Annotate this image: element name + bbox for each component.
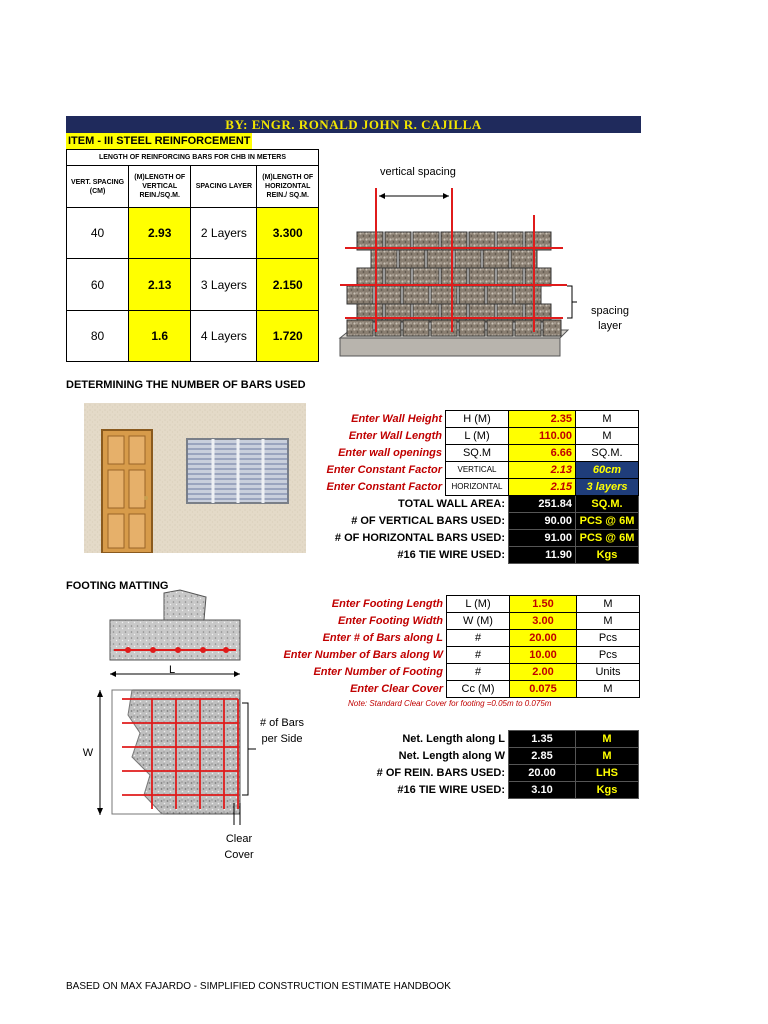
header-cell: VERT. SPACING (CM)	[67, 166, 129, 208]
input-label: Enter Clear Cover	[350, 683, 443, 695]
input-label: Enter wall openings	[338, 447, 442, 459]
table-cell: 40	[67, 208, 129, 259]
vertical-spacing-select[interactable]: 60cm	[576, 462, 639, 479]
output-value: 11.90	[509, 547, 576, 564]
output-unit: PCS @ 6M	[576, 530, 639, 547]
output-value: 2.85	[509, 748, 576, 765]
output-unit: M	[576, 748, 639, 765]
table-cell: 80	[67, 311, 129, 362]
output-label: Net. Length along L	[402, 733, 505, 745]
footing-length-input[interactable]: 1.50	[510, 596, 577, 613]
output-value: 1.35	[509, 731, 576, 748]
length-label: L	[168, 664, 176, 676]
input-code: #	[447, 647, 510, 664]
spacing-layer-label: spacing	[591, 305, 629, 317]
table-cell: 1.720	[257, 311, 319, 362]
header-cell: (M)LENGTH OF VERTICAL REIN./SQ.M.	[129, 166, 191, 208]
table-cell: 3.300	[257, 208, 319, 259]
output-value: 251.84	[509, 496, 576, 513]
wall-openings-illustration	[84, 403, 306, 553]
output-unit: Kgs	[576, 782, 639, 799]
bars-along-w-input[interactable]: 10.00	[510, 647, 577, 664]
header-cell: SPACING LAYER	[191, 166, 257, 208]
horizontal-layers-select[interactable]: 3 layers	[576, 479, 639, 496]
input-unit: M	[577, 681, 640, 698]
table-cell: 2.93	[129, 208, 191, 259]
output-value: 91.00	[509, 530, 576, 547]
table-cell: 3 Layers	[191, 259, 257, 311]
output-unit: SQ.M.	[576, 496, 639, 513]
input-label: Enter Constant Factor	[326, 481, 442, 493]
item-title: ITEM - III STEEL REINFORCEMENT	[68, 135, 251, 147]
input-unit: Units	[577, 664, 640, 681]
input-unit: Pcs	[577, 630, 640, 647]
input-code: L (M)	[447, 596, 510, 613]
number-of-footing-input[interactable]: 2.00	[510, 664, 577, 681]
input-unit: Pcs	[577, 647, 640, 664]
input-unit: M	[576, 411, 639, 428]
input-code: #	[447, 664, 510, 681]
output-label: # OF HORIZONTAL BARS USED:	[334, 532, 505, 544]
input-code: #	[447, 630, 510, 647]
output-value: 3.10	[509, 782, 576, 799]
clear-cover-note: Note: Standard Clear Cover for footing =0.05m to 0.075m	[348, 699, 552, 708]
clear-cover-label: Cover	[224, 849, 254, 861]
table-cell: 60	[67, 259, 129, 311]
output-unit: LHS	[576, 765, 639, 782]
table-cell: 2.150	[257, 259, 319, 311]
table-title: LENGTH OF REINFORCING BARS FOR CHB IN METERS	[67, 150, 319, 166]
input-label: Enter Footing Width	[338, 615, 443, 627]
input-unit: M	[577, 613, 640, 630]
section-title-footing: FOOTING MATTING	[66, 580, 169, 592]
footing-output-table	[360, 730, 639, 799]
output-unit: M	[576, 731, 639, 748]
footing-plan-diagram	[70, 685, 320, 865]
wall-length-input[interactable]: 110.00	[509, 428, 576, 445]
vertical-spacing-label: vertical spacing	[380, 166, 456, 178]
input-unit: SQ.M.	[576, 445, 639, 462]
output-value: 20.00	[509, 765, 576, 782]
output-label: #16 TIE WIRE USED:	[397, 784, 505, 796]
output-label: # OF REIN. BARS USED:	[376, 767, 505, 779]
input-code: L (M)	[446, 428, 509, 445]
output-unit: PCS @ 6M	[576, 513, 639, 530]
input-label: Enter Wall Length	[348, 430, 442, 442]
bars-per-side-label: # of Bars	[259, 717, 305, 729]
input-code: VERTICAL	[446, 462, 509, 479]
footing-width-input[interactable]: 3.00	[510, 613, 577, 630]
footer-credit: BASED ON MAX FAJARDO - SIMPLIFIED CONSTRUCTION ESTIMATE HANDBOOK	[66, 981, 451, 992]
output-label: Net. Length along W	[398, 750, 505, 762]
section-title-bars: DETERMINING THE NUMBER OF BARS USED	[66, 379, 306, 391]
header-cell: (M)LENGTH OF HORIZONTAL REIN./ SQ.M.	[257, 166, 319, 208]
footing-section-diagram	[100, 588, 250, 683]
footing-input-table	[260, 595, 640, 698]
spacing-layer-label: layer	[598, 320, 622, 332]
input-label: Enter # of Bars along L	[322, 632, 443, 644]
width-label: W	[82, 747, 94, 759]
reinforcement-length-table	[66, 149, 319, 362]
horizontal-factor-input[interactable]: 2.15	[509, 479, 576, 496]
bars-calculation-table	[315, 410, 639, 564]
input-unit: M	[577, 596, 640, 613]
output-value: 90.00	[509, 513, 576, 530]
input-code: SQ.M	[446, 445, 509, 462]
clear-cover-input[interactable]: 0.075	[510, 681, 577, 698]
input-label: Enter Footing Length	[331, 598, 443, 610]
input-code: H (M)	[446, 411, 509, 428]
clear-cover-label: Clear	[225, 833, 253, 845]
author-banner: BY: ENGR. RONALD JOHN R. CAJILLA	[66, 116, 641, 133]
input-unit: M	[576, 428, 639, 445]
input-label: Enter Constant Factor	[326, 464, 442, 476]
output-label: TOTAL WALL AREA:	[398, 498, 505, 511]
input-label: Enter Wall Height	[351, 413, 442, 425]
wall-height-input[interactable]: 2.35	[509, 411, 576, 428]
chb-wall-diagram	[335, 160, 645, 365]
output-unit: Kgs	[576, 547, 639, 564]
bars-per-side-label: per Side	[261, 733, 303, 745]
output-label: #16 TIE WIRE USED:	[397, 549, 505, 561]
input-code: Cc (M)	[447, 681, 510, 698]
wall-openings-input[interactable]: 6.66	[509, 445, 576, 462]
table-cell: 2.13	[129, 259, 191, 311]
input-code: HORIZONTAL	[446, 479, 509, 496]
bars-along-l-input[interactable]: 20.00	[510, 630, 577, 647]
input-label: Enter Number of Footing	[313, 666, 443, 678]
table-cell: 2 Layers	[191, 208, 257, 259]
table-cell: 1.6	[129, 311, 191, 362]
table-cell: 4 Layers	[191, 311, 257, 362]
input-label: Enter Number of Bars along W	[283, 649, 443, 661]
vertical-factor-input[interactable]: 2.13	[509, 462, 576, 479]
input-code: W (M)	[447, 613, 510, 630]
output-label: # OF VERTICAL BARS USED:	[351, 515, 505, 527]
